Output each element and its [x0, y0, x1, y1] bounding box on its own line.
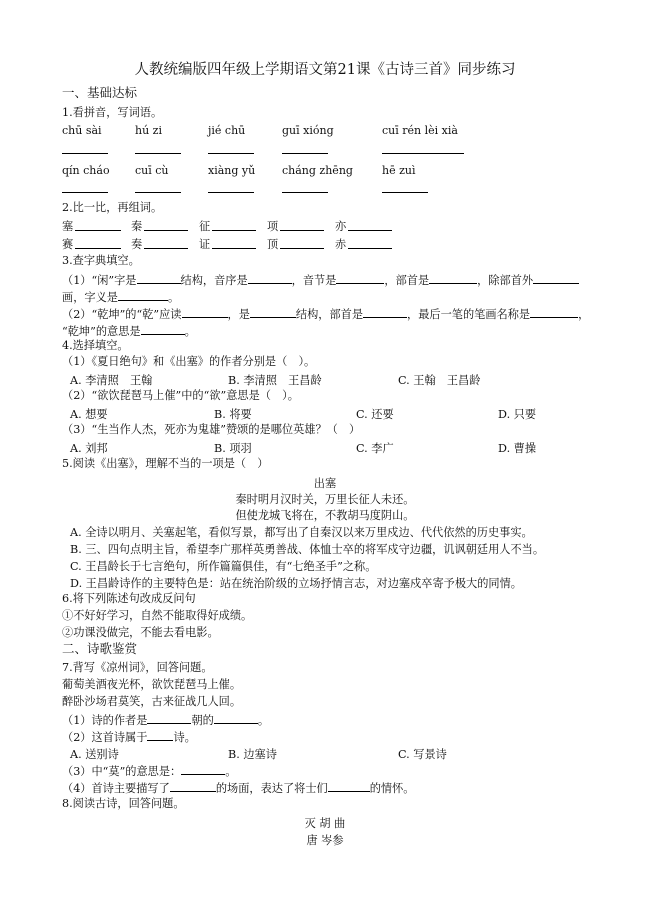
q3-line-1: （1）“闲”字是 结构，音序是 ，音节是 ，部首是 ，除部首外	[62, 272, 579, 288]
option[interactable]: C. 王昌龄长于七言绝句，所作篇篇俱佳，有“七绝圣手”之称。	[70, 560, 377, 573]
compare-char: 秦	[131, 220, 143, 233]
pinyin-item: cháng zhēng	[282, 164, 353, 177]
answer-line[interactable]	[382, 192, 428, 193]
q8-label: 8.阅读古诗，回答问题。	[62, 797, 185, 810]
q7-sub-1: （1）诗的作者是 朝的 。	[62, 714, 270, 727]
poem-line: 但使龙城飞将在，不教胡马度阴山。	[235, 509, 415, 522]
answer-blank[interactable]	[137, 272, 181, 284]
answer-line[interactable]	[348, 248, 392, 249]
answer-line[interactable]	[135, 192, 181, 193]
option[interactable]: A. 刘邦	[70, 442, 108, 455]
compare-char: 赤	[335, 238, 347, 251]
q4-sub-3: （3）“生当作人杰，死亦为鬼雄”赞颂的是哪位英雄？（ ）	[62, 423, 361, 436]
option[interactable]: D. 王昌龄诗作的主要特色是：站在统治阶级的立场抒情言志，对边塞戍卒寄予极大的同情。	[70, 577, 522, 590]
q4-sub-1: （1）《夏日绝句》和《出塞》的作者分别是（ ）。	[62, 355, 316, 368]
answer-blank[interactable]	[328, 780, 370, 792]
q3-line-2: 画，字义是 。	[62, 291, 180, 304]
poem-title: 灭 胡 曲	[304, 817, 346, 830]
option[interactable]: C. 写景诗	[398, 748, 447, 761]
answer-blank[interactable]	[363, 306, 407, 318]
answer-blank[interactable]	[118, 289, 168, 301]
q1-label: 1.看拼音，写词语。	[62, 106, 163, 119]
pinyin-item: jié chū	[208, 124, 246, 137]
answer-blank[interactable]	[181, 763, 225, 775]
answer-line[interactable]	[75, 230, 121, 231]
q3-label: 3.查字典填空。	[62, 254, 140, 267]
answer-line[interactable]	[280, 248, 324, 249]
answer-blank[interactable]	[248, 272, 292, 284]
option[interactable]: B. 三、四句点明主旨，希望李广那样英勇善战、体恤士卒的将军戍守边疆，讥讽朝廷用人不当。	[70, 543, 545, 556]
pinyin-item: hē zuì	[382, 164, 416, 177]
q6-sentence-1: ①不好好学习，自然不能取得好成绩。	[62, 609, 253, 622]
option[interactable]: A. 想要	[70, 408, 108, 421]
answer-blank[interactable]	[530, 306, 578, 318]
answer-blank[interactable]	[429, 272, 477, 284]
pinyin-item: qín cháo	[62, 164, 110, 177]
answer-line[interactable]	[348, 230, 392, 231]
pinyin-item: hú zi	[135, 124, 162, 137]
q4-label: 4.选择填空。	[62, 339, 129, 352]
page-title: 人教统编版四年级上学期语文第21课《古诗三首》同步练习	[134, 62, 516, 78]
option[interactable]: D. 曹操	[498, 442, 537, 455]
pinyin-item: cuī cù	[135, 164, 169, 177]
pinyin-item: guī xióng	[282, 124, 334, 137]
q6-sentence-2: ②功课没做完，不能去看电影。	[62, 626, 219, 639]
answer-blank[interactable]	[533, 272, 579, 284]
poem-line: 葡萄美酒夜光杯，欲饮琵琶马上催。	[62, 678, 242, 691]
answer-blank[interactable]	[147, 712, 191, 724]
answer-line[interactable]	[144, 248, 188, 249]
section-2-heading: 二、诗歌鉴赏	[62, 641, 138, 656]
pinyin-item: cuī rén lèi xià	[382, 124, 458, 137]
answer-line[interactable]	[212, 230, 256, 231]
pinyin-item: xiàng yǔ	[208, 164, 256, 177]
compare-char: 项	[267, 220, 279, 233]
q4-sub-2: （2）“欲饮琵琶马上催”中的“欲”意思是（ ）。	[62, 389, 299, 402]
q7-sub-3: （3）中“莫”的意思是： 。	[62, 765, 237, 778]
q5-label: 5.阅读《出塞》，理解不当的一项是（ ）	[62, 457, 269, 470]
poem-line: 秦时明月汉时关，万里长征人未还。	[235, 493, 415, 506]
answer-line[interactable]	[282, 153, 328, 154]
answer-line[interactable]	[282, 192, 328, 193]
compare-char: 证	[199, 238, 211, 251]
q3-line-3: （2）“乾坤”的“乾”应读 ，是 结构，部首是 ，最后一笔的笔画名称是 ，	[62, 308, 590, 321]
compare-char: 奏	[131, 238, 143, 251]
answer-line[interactable]	[62, 192, 108, 193]
poem-author: 唐 岑参	[306, 834, 344, 847]
compare-char: 征	[199, 220, 211, 233]
q7-label: 7.背写《凉州词》，回答问题。	[62, 661, 213, 674]
option[interactable]: C. 王翰 王昌龄	[398, 374, 481, 387]
option[interactable]: C. 李广	[356, 442, 394, 455]
answer-line[interactable]	[208, 192, 254, 193]
answer-line[interactable]	[280, 230, 324, 231]
q2-label: 2.比一比，再组词。	[62, 201, 163, 214]
option[interactable]: B. 李清照 王昌龄	[228, 374, 322, 387]
answer-blank[interactable]	[214, 712, 258, 724]
q7-sub-4: （4）首诗主要描写了 的场面，表达了将士们 的情怀。	[62, 782, 415, 795]
q6-label: 6.将下列陈述句改成反问句	[62, 592, 196, 605]
q3-line-4: “乾坤”的意思是 。	[62, 325, 196, 338]
option[interactable]: A. 李清照 王翰	[70, 374, 153, 387]
answer-line[interactable]	[75, 248, 121, 249]
option[interactable]: B. 项羽	[214, 442, 252, 455]
answer-line[interactable]	[382, 153, 464, 154]
answer-line[interactable]	[62, 153, 108, 154]
answer-line[interactable]	[144, 230, 188, 231]
option[interactable]: A. 全诗以明月、关塞起笔，看似写景，都写出了自秦汉以来万里戍边、代代依然的历史事实。	[70, 526, 533, 539]
option[interactable]: C. 还要	[356, 408, 394, 421]
answer-line[interactable]	[135, 153, 181, 154]
answer-line[interactable]	[208, 153, 254, 154]
answer-blank[interactable]	[182, 306, 228, 318]
option[interactable]: A. 送别诗	[70, 748, 119, 761]
answer-blank[interactable]	[170, 780, 216, 792]
compare-char: 塞	[62, 220, 74, 233]
pinyin-item: chū sài	[62, 124, 102, 137]
poem-title: 出塞	[313, 477, 337, 490]
answer-blank[interactable]	[336, 272, 384, 284]
answer-blank[interactable]	[147, 729, 173, 741]
poem-line: 醉卧沙场君莫笑，古来征战几人回。	[62, 695, 242, 708]
section-1-heading: 一、基础达标	[62, 85, 138, 100]
option[interactable]: B. 将要	[214, 408, 252, 421]
compare-char: 亦	[335, 220, 347, 233]
compare-char: 赛	[62, 238, 74, 251]
answer-line[interactable]	[212, 248, 256, 249]
answer-blank[interactable]	[250, 306, 296, 318]
q7-sub-2: （2）这首诗属于 诗。	[62, 731, 196, 744]
compare-char: 顶	[267, 238, 279, 251]
option[interactable]: D. 只要	[498, 408, 537, 421]
answer-blank[interactable]	[141, 323, 185, 335]
option[interactable]: B. 边塞诗	[228, 748, 277, 761]
